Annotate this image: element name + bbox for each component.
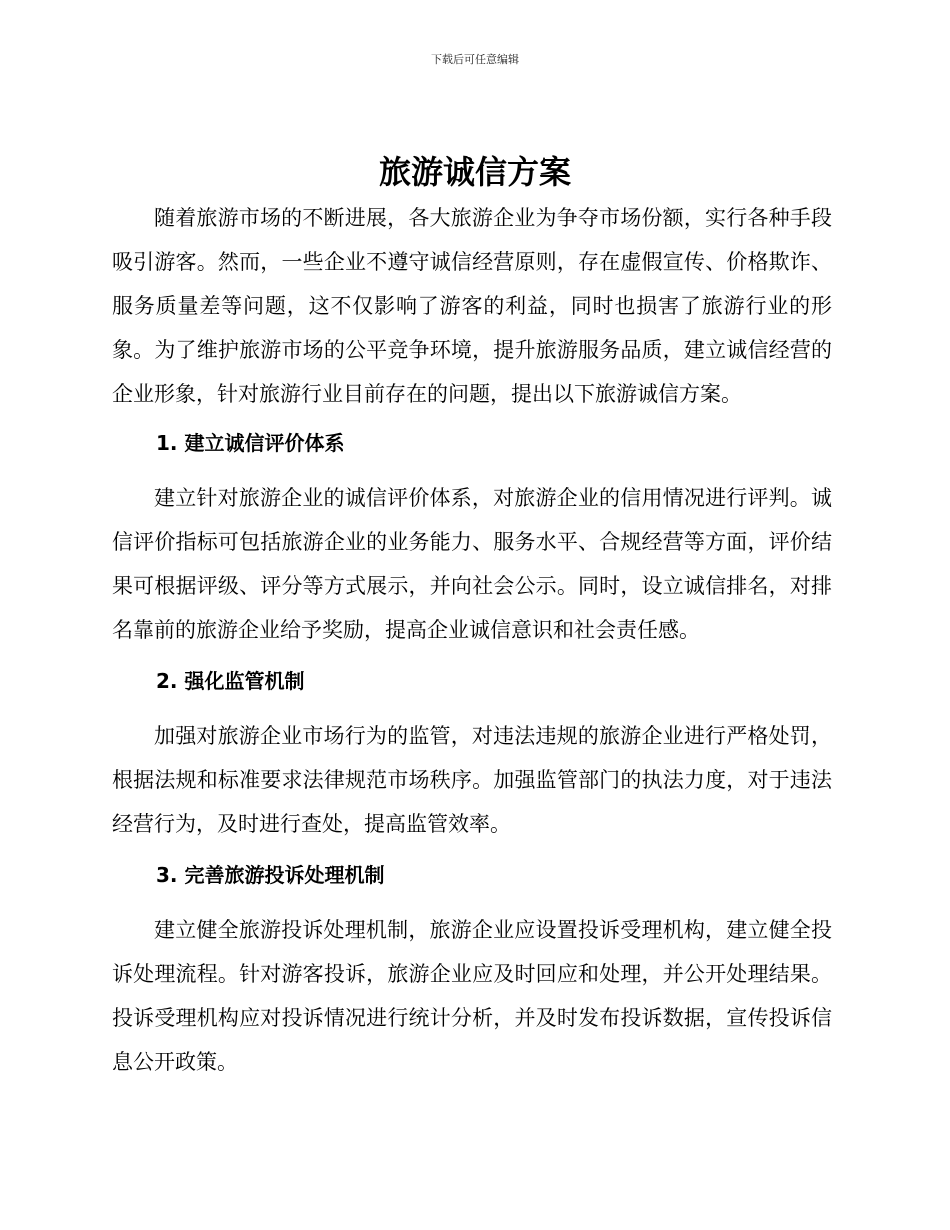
section-body-3: 建立健全旅游投诉处理机制，旅游企业应设置投诉受理机构，建立健全投诉处理流程。针对游客投诉，旅游企业应及时回应和处理，并公开处理结果。投诉受理机构应对投诉情况进行统计分析，并及时发布投诉数据，宣传投诉信息公开政策。 — [112, 918, 832, 1074]
section-heading-3: 3. 完善旅游投诉处理机制 — [156, 863, 385, 887]
section-body-1: 建立针对旅游企业的诚信评价体系，对旅游企业的信用情况进行评判。诚信评价指标可包括旅游企业的业务能力、服务水平、合规经营等方面，评价结果可根据评级、评分等方式展示，并向社会公示。同时，设立诚信排名，对排名靠前的旅游企业给予奖励，提高企业诚信意识和社会责任感。 — [112, 486, 832, 642]
section-heading-2: 2. 强化监管机制 — [156, 669, 305, 693]
header-note: 下载后可任意编辑 — [431, 53, 519, 66]
section-body-2: 加强对旅游企业市场行为的监管，对违法违规的旅游企业进行严格处罚，根据法规和标准要求法律规范市场秩序。加强监管部门的执法力度，对于违法经营行为，及时进行查处，提高监管效率。 — [112, 724, 832, 836]
intro-paragraph: 随着旅游市场的不断进展，各大旅游企业为争夺市场份额，实行各种手段吸引游客。然而，一些企业不遵守诚信经营原则，存在虚假宣传、价格欺诈、服务质量差等问题，这不仅影响了游客的利益，同时也损害了旅游行业的形象。为了维护旅游市场的公平竞争环境，提升旅游服务品质，建立诚信经营的企业形象，针对旅游行业目前存在的问题，提出以下旅游诚信方案。 — [112, 206, 832, 406]
document-title: 旅游诚信方案 — [378, 153, 571, 191]
section-heading-1: 1. 建立诚信评价体系 — [156, 431, 345, 455]
